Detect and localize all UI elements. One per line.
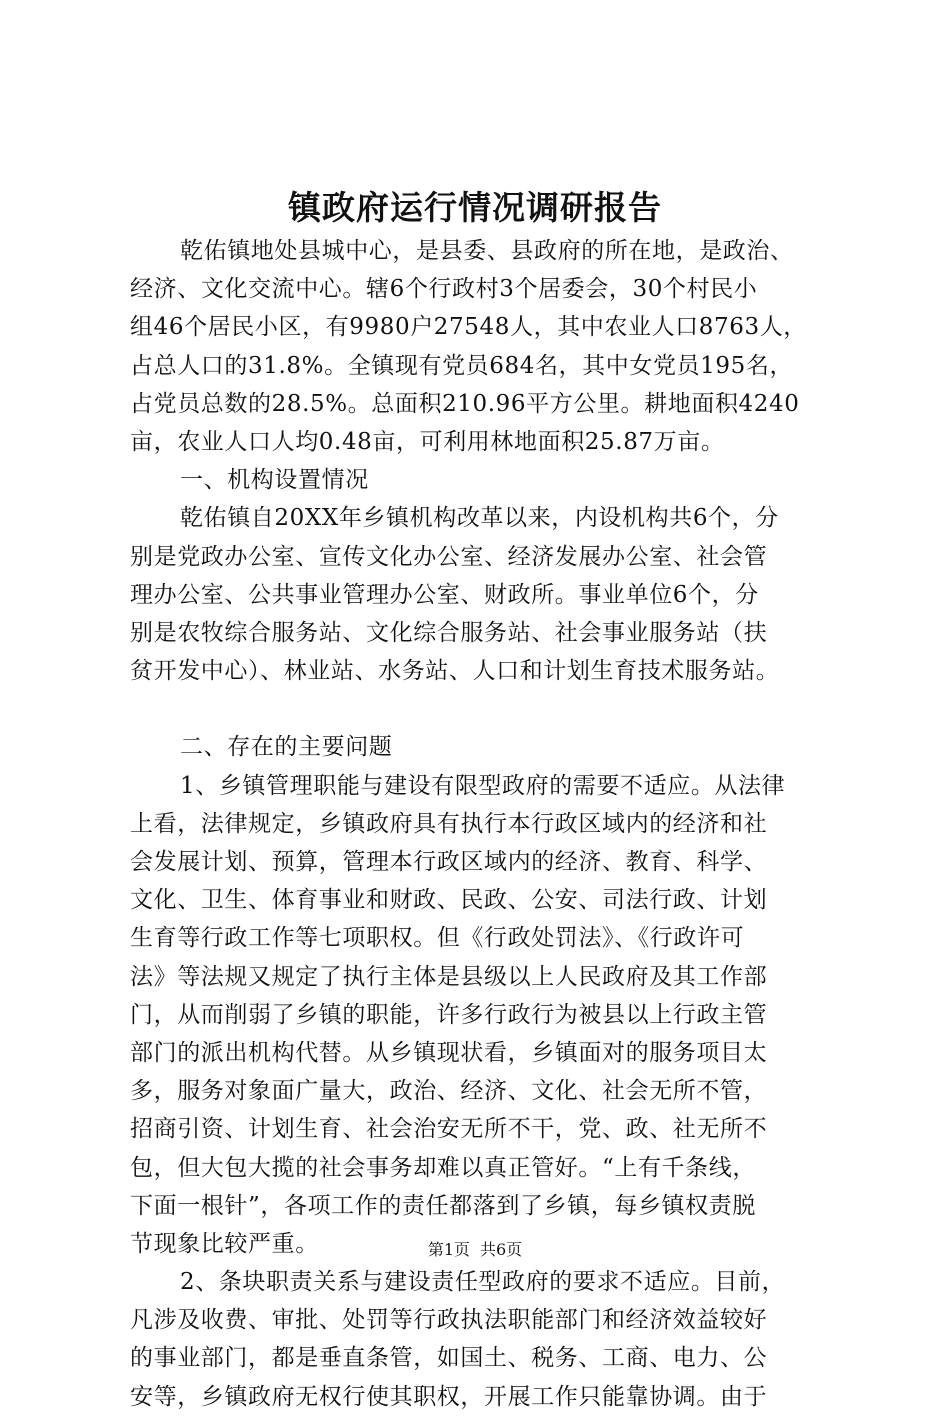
paragraph-line: 别是农牧综合服务站、文化综合服务站、社会事业服务站（扶 [130,619,768,646]
paragraph-line: 乾佑镇地处县城中心，是县委、县政府的所在地，是政治、 [180,238,794,264]
paragraph-line: 乾佑镇自20XX年乡镇机构改革以来，内设机构共6个，分 [180,505,779,532]
paragraph-line: 亩，农业人口人均0.48亩，可利用林地面积25.87万亩。 [130,428,725,455]
paragraph-line: 门，从而削弱了乡镇的职能，许多行政行为被县以上行政主管 [130,1001,768,1028]
paragraph-line: 节现象比较严重。 [130,1230,319,1257]
section-heading: 二、存在的主要问题 [180,734,393,761]
paragraph-line: 安等，乡镇政府无权行使其职权，开展工作只能靠协调。由于 [130,1383,768,1410]
page-total: 共6页 [480,1240,523,1259]
paragraph-line: 占党员总数的28.5%。总面积210.96平方公里。耕地面积4240 [130,390,800,417]
paragraph-line: 招商引资、计划生育、社会治安无所不干，党、政、社无所不 [130,1116,768,1143]
paragraph-line: 多，服务对象面广量大，政治、经济、文化、社会无所不管， [130,1078,768,1105]
paragraph-line: 部门的派出机构代替。从乡镇现状看，乡镇面对的服务项目太 [130,1039,768,1066]
paragraph-line: 生育等行政工作等七项职权。但《行政处罚法》、《行政许可 [130,925,745,952]
page-number: 第1页 [427,1240,470,1259]
paragraph-line: 组46个居民小区，有9980户27548人，其中农业人口8763人， [130,314,807,341]
paragraph-line: 理办公室、公共事业管理办公室、财政所。事业单位6个，分 [130,581,759,608]
paragraph-line: 上看，法律规定，乡镇政府具有执行本行政区域内的经济和社 [130,810,768,837]
paragraph-line: 占总人口的31.8%。全镇现有党员684名，其中女党员195名， [130,352,794,379]
paragraph-line: 包，但大包大揽的社会事务却难以真正管好。“上有千条线， [130,1154,756,1181]
paragraph-line: 法》等法规又规定了执行主体是县级以上人民政府及其工作部 [130,963,768,990]
paragraph-line: 会发展计划、预算，管理本行政区域内的经济、教育、科学、 [130,849,768,875]
paragraph-line: 的事业部门，都是垂直条管，如国土、税务、工商、电力、公 [130,1345,768,1372]
paragraph-line: 下面一根针”，各项工作的责任都落到了乡镇，每乡镇权责脱 [130,1192,756,1219]
paragraph-line: 贫开发中心）、林业站、水务站、人口和计划生育技术服务站。 [130,658,780,685]
paragraph-line: 别是党政办公室、宣传文化办公室、经济发展办公室、社会管 [130,543,768,570]
paragraph-line: 1、乡镇管理职能与建设有限型政府的需要不适应。从法律 [180,772,786,799]
paragraph-line: 文化、卫生、体育事业和财政、民政、公安、司法行政、计划 [130,887,768,914]
page-footer [0,1239,950,1261]
paragraph-line: 凡涉及收费、审批、处罚等行政执法职能部门和经济效益较好 [130,1307,768,1334]
paragraph-line: 2、条块职责关系与建设责任型政府的要求不适应。目前， [180,1269,786,1296]
section-heading: 一、机构设置情况 [180,467,369,494]
blank-line [130,690,850,728]
paragraph-line: 经济、文化交流中心。辖6个行政村3个居委会，30个村民小 [130,276,758,303]
document-title: 镇政府运行情况调研报告 [288,188,662,227]
